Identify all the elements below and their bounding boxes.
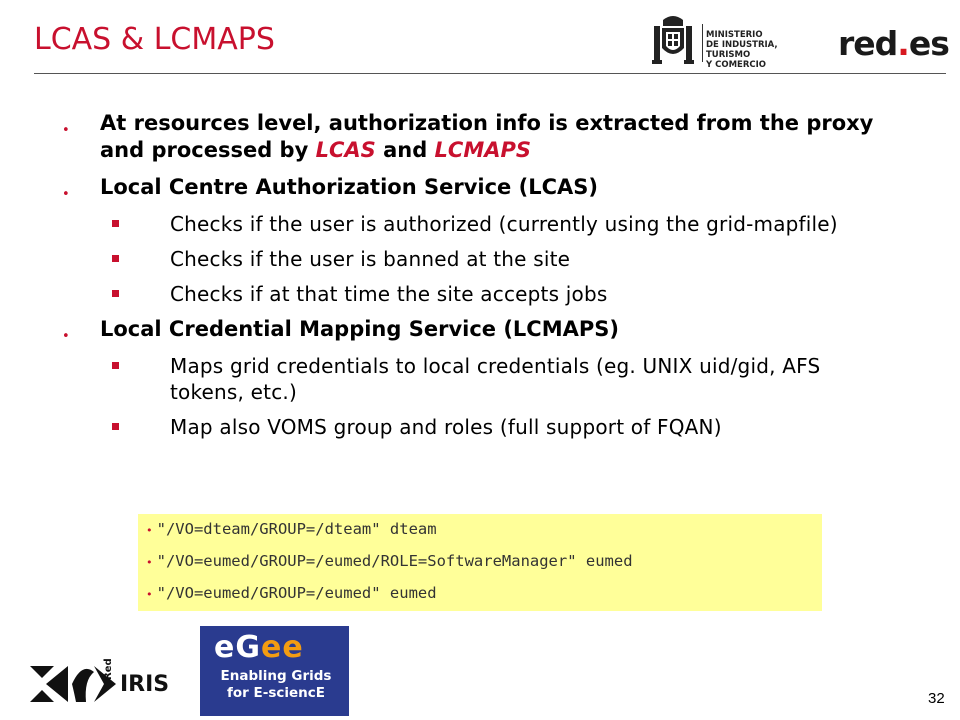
page-number: 32 bbox=[928, 690, 945, 707]
bullet-lcas: • Local Centre Authorization Service (LCAS) bbox=[62, 174, 892, 201]
bullet-marker: • bbox=[62, 329, 70, 344]
slide-body bbox=[62, 110, 892, 449]
code-line: • "/VO=eumed/GROUP=/eumed" eumed bbox=[146, 584, 437, 602]
square-bullet-icon bbox=[112, 220, 119, 227]
title-divider bbox=[34, 73, 946, 74]
square-bullet-icon bbox=[112, 423, 119, 430]
code-line: • "/VO=eumed/GROUP=/eumed/ROLE=SoftwareManager" eumed bbox=[146, 552, 633, 570]
bullet-lcmaps: • Local Credential Mapping Service (LCMAPS) bbox=[62, 316, 892, 343]
ministry-name: MINISTERIO DE INDUSTRIA, TURISMO Y COMERCIO bbox=[706, 30, 778, 70]
sub-bullet: Maps grid credentials to local credentials (eg. UNIX uid/gid, AFS tokens, etc.) bbox=[62, 353, 892, 405]
egee-tagline: Enabling Grids for E-sciencE bbox=[220, 668, 332, 701]
bullet-authorization-info: • At resources level, authorization info is extracted from the proxy and processed by LCAS and LCMAPS bbox=[62, 111, 874, 162]
sub-bullet: Checks if at that time the site accepts jobs bbox=[62, 281, 892, 307]
ministry-logo bbox=[648, 10, 818, 70]
square-bullet-icon bbox=[112, 290, 119, 297]
bullet-marker: • bbox=[62, 123, 70, 138]
egee-logo bbox=[200, 626, 349, 716]
reds-logo: red.es bbox=[838, 24, 949, 63]
ministry-divider bbox=[702, 24, 703, 62]
coat-of-arms-icon bbox=[648, 12, 698, 68]
bullet-marker: • bbox=[62, 187, 70, 202]
square-bullet-icon bbox=[112, 255, 119, 262]
sub-bullet: Map also VOMS group and roles (full support of FQAN) bbox=[62, 414, 892, 440]
sub-bullet: Checks if the user is authorized (currently using the grid-mapfile) bbox=[62, 211, 892, 237]
slide-title: LCAS & LCMAPS bbox=[34, 22, 275, 57]
code-line: • "/VO=dteam/GROUP=/dteam" dteam bbox=[146, 520, 437, 538]
gridmap-code-box bbox=[138, 514, 822, 611]
rediris-label: IRIS bbox=[120, 672, 170, 697]
rediris-small-label: Red bbox=[103, 658, 114, 680]
egee-wordmark: eGee bbox=[214, 630, 304, 665]
sub-bullet: Checks if the user is banned at the site bbox=[62, 246, 892, 272]
square-bullet-icon bbox=[112, 362, 119, 369]
